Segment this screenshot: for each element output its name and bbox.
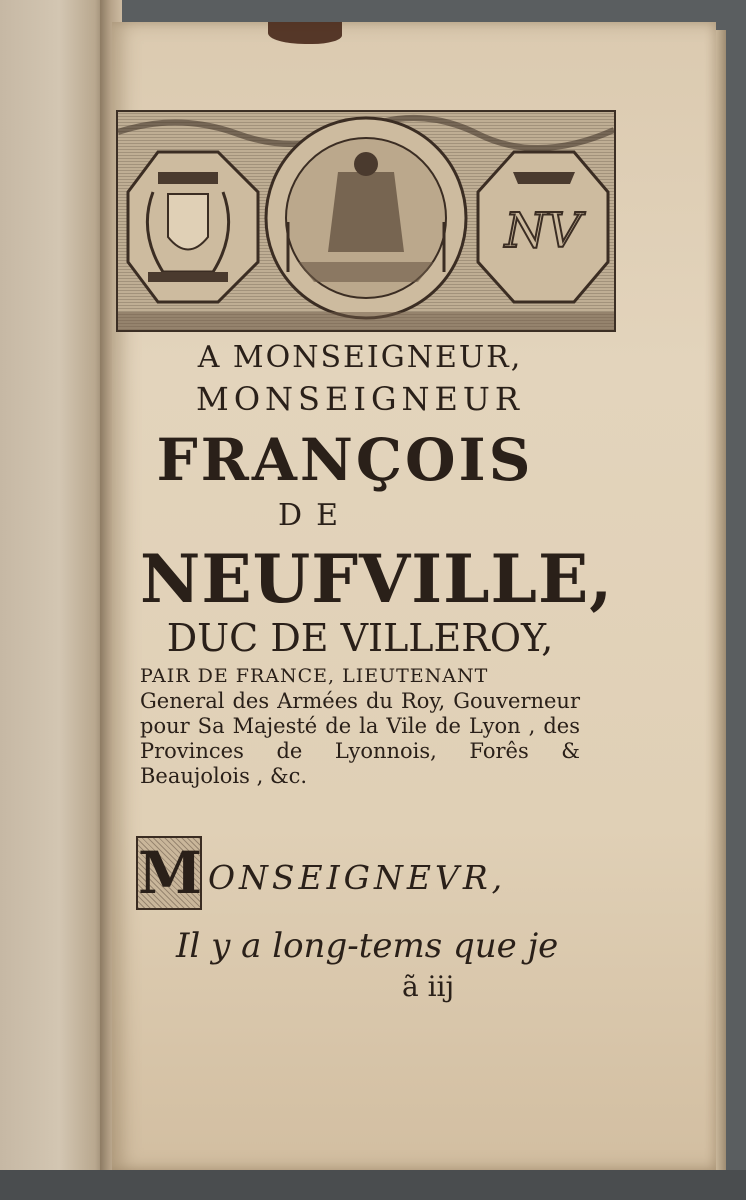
dedication-line-1: A MONSEIGNEUR, (197, 340, 523, 375)
medallion-icon (266, 118, 466, 318)
page-edge (716, 30, 726, 1170)
body-paragraph: General des Armées du Roy, Gouverneur pour Sa Majesté de la Vile de Lyon , des Provinces de Lyonnois, Forês & Beaujolois , &c. (140, 689, 580, 788)
headpiece-engraving (118, 112, 614, 330)
body-caps-line: PAIR DE FRANCE, LIEUTENANT (140, 665, 489, 687)
engraved-headpiece (116, 110, 616, 332)
signature-mark: ã iij (402, 970, 455, 1003)
dedication-title: DUC DE VILLEROY, (166, 616, 554, 660)
salutation-text: ONSEIGNEVR, (208, 858, 507, 897)
dedication-particle: DE (278, 498, 352, 533)
drop-cap: M (136, 836, 202, 910)
opening-line: Il y a long-tems que je (176, 926, 559, 966)
facing-page (0, 0, 108, 1200)
ink-stain (268, 22, 342, 44)
monogram-icon (478, 152, 608, 302)
salutation (136, 832, 576, 912)
dedication-surname: NEUFVILLE, (140, 540, 614, 618)
dedication-name: FRANÇOIS (156, 426, 534, 494)
svg-text:NV: NV (504, 203, 582, 259)
coat-of-arms-icon (128, 152, 258, 302)
dedication-line-2: MONSEIGNEUR (196, 380, 524, 418)
background-surface (0, 1170, 746, 1200)
dedication-body (140, 664, 580, 789)
